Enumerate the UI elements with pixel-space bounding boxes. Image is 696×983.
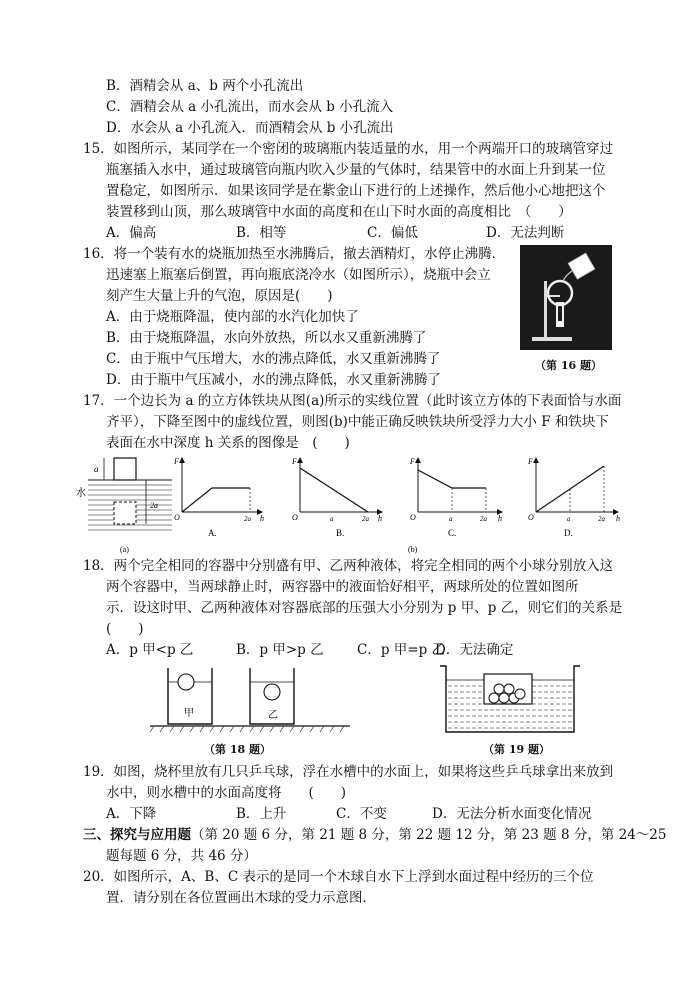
q17-water-label: 水 xyxy=(76,488,86,499)
q14-option-b: B．酒精会从 a、b 两个小孔流出 xyxy=(106,78,304,94)
q17-b-a: a xyxy=(330,515,334,523)
q17-b-caption: B. xyxy=(336,528,345,538)
q17-b-h: h xyxy=(378,514,382,523)
q17-label-2a: 2a xyxy=(150,501,158,510)
q18-line-2: 两个容器中，当两球静止时，两容器中的液面恰好相平，两球所处的位置如图所 xyxy=(106,579,579,595)
q16-option-d: D．由于瓶中气压减小，水的沸点降低，水又重新沸腾了 xyxy=(106,372,441,388)
q18-line-1: 18．两个完全相同的容器中分别盛有甲、乙两种液体，将完全相同的两个小球分别放入这 xyxy=(83,558,614,574)
section-3-title: 三、探究与应用题 xyxy=(83,827,191,843)
q17-a-caption: A. xyxy=(208,528,217,538)
q17-b-2a: 2a xyxy=(362,515,369,523)
q18-line-3: 示．设这时甲、乙两种液体对容器底部的压强大小分别为 p 甲、p 乙，则它们的关系是 xyxy=(106,600,623,616)
q17-graph-a xyxy=(173,457,264,538)
q17-line-2: 齐平），下降至图中的虚线位置，则图(b)中能正确反映铁块所受浮力大小 F 和铁块下 xyxy=(106,414,609,430)
q15-line-4: 装置移到山顶，那么玻璃管中水面的高度和在山下时水面的高度相比 （ ） xyxy=(106,204,572,220)
q18-figure xyxy=(150,664,350,736)
section-3-scoring: （第 20 题 6 分，第 21 题 8 分，第 22 题 12 分，第 23 题 8 分，第 24～25 xyxy=(191,827,667,843)
section-3-scoring-cont: 题每题 6 分，共 46 分） xyxy=(106,848,257,864)
q19-line-1: 19．如图，烧杯里放有几只乒乓球，浮在水槽中的水面上，如果将这些乒乓球拿出来放到 xyxy=(83,764,614,780)
q20-line-2: 置．请分别在各位置画出木球的受力示意图． xyxy=(106,890,376,906)
q18-caption: （第 18 题） xyxy=(204,743,271,756)
q18-label-yi: 乙 xyxy=(268,710,278,721)
q17-a-2a: 2a xyxy=(244,515,251,523)
q17-d-F: F xyxy=(528,457,533,466)
q15-line-2: 瓶塞插入水中，通过玻璃管向瓶内吹入少量的气体时，结果管中的水面上升到某一位 xyxy=(106,162,606,178)
q17-a-F: F xyxy=(174,457,179,466)
q17-c-a: a xyxy=(449,515,453,523)
q16-flask-figure xyxy=(520,245,612,350)
q19-option-b: B．上升 xyxy=(236,806,287,822)
q17-b-F: F xyxy=(292,457,297,466)
q18-label-jia: 甲 xyxy=(184,708,194,719)
q16-option-a: A．由于烧瓶降温，使内部的水汽化加快了 xyxy=(106,309,359,325)
q19-option-d: D．无法分析水面变化情况 xyxy=(432,806,592,822)
q16-line-1: 16．将一个装有水的烧瓶加热至水沸腾后，撤去酒精灯，水停止沸腾． xyxy=(83,246,506,262)
q14-option-c: C．酒精会从 a 小孔流出，而水会从 b 小孔流入 xyxy=(106,99,394,115)
q17-d-2a: 2a xyxy=(598,515,605,523)
q17-label-a: a xyxy=(94,464,99,474)
q17-b-O: O xyxy=(292,513,298,522)
q15-option-c: C．偏低 xyxy=(367,225,418,241)
q16-option-c: C．由于瓶中气压增大，水的沸点降低，水又重新沸腾了 xyxy=(106,351,441,367)
q18-option-c: C．p 甲=p 乙 xyxy=(357,642,446,658)
q16-caption: （第 16 题） xyxy=(535,359,602,372)
q17-d-a: a xyxy=(567,515,571,523)
q18-option-b: B．p 甲>p 乙 xyxy=(236,642,324,658)
q19-option-a: A．下降 xyxy=(106,806,157,822)
q19-option-c: C．不变 xyxy=(336,806,387,822)
q16-option-b: B．由于烧瓶降温，水向外放热，所以水又重新沸腾了 xyxy=(106,330,427,346)
q17-caption-b: (b) xyxy=(408,545,418,554)
q15-line-3: 置稳定，如图所示．如果该同学是在紫金山下进行的上述操作，然后他小心地把这个 xyxy=(106,183,606,199)
q17-graphs xyxy=(172,452,672,554)
q17-d-caption: D. xyxy=(564,528,573,538)
q18-option-a: A．p 甲<p 乙 xyxy=(106,642,194,658)
section-3-heading xyxy=(83,826,666,844)
q15-option-b: B．相等 xyxy=(236,225,287,241)
q20-line-1: 20．如图所示，A、B、C 表示的是同一个木球自水下上浮到水面过程中经历的三个位 xyxy=(83,869,594,885)
q17-line-3: 表面在水中深度 h 关系的图像是 ( ) xyxy=(106,435,350,451)
q17-a-h: h xyxy=(260,514,264,523)
q17-caption-a: (a) xyxy=(120,545,129,554)
q15-line-1: 15．如图所示，某同学在一个密闭的玻璃瓶内装适量的水，用一个两端开口的玻璃管穿过 xyxy=(83,141,614,157)
q17-graph-c xyxy=(409,457,502,538)
q17-d-h: h xyxy=(616,514,620,523)
q17-graph-b xyxy=(291,457,382,538)
q19-line-2: 水中，则水槽中的水面高度将 ( ) xyxy=(106,785,347,801)
q19-figure xyxy=(440,662,580,738)
q14-option-d: D．水会从 a 小孔流入．而酒精会从 b 小孔流出 xyxy=(106,120,394,136)
q17-figure-a xyxy=(76,452,172,554)
q19-caption: （第 19 题） xyxy=(483,743,550,756)
q17-graph-d xyxy=(527,457,620,538)
q17-c-F: F xyxy=(410,457,415,466)
q16-line-3: 刻产生大量上升的气泡，原因是( ) xyxy=(106,288,333,304)
q17-c-2a: 2a xyxy=(480,515,487,523)
q17-a-O: O xyxy=(174,513,180,522)
q17-line-1: 17．一个边长为 a 的立方体铁块从图(a)所示的实线位置（此时该立方体的下表面恰与水面 xyxy=(83,393,622,409)
q17-c-caption: C. xyxy=(448,528,457,538)
q18-line-4: ( ) xyxy=(106,621,144,637)
q17-c-O: O xyxy=(410,513,416,522)
q16-line-2: 迅速塞上瓶塞后倒置，再向瓶底浇冷水（如图所示），烧瓶中会立 xyxy=(106,267,491,283)
q15-option-a: A．偏高 xyxy=(106,225,157,241)
q18-option-d: D．无法确定 xyxy=(435,642,514,658)
q17-d-O: O xyxy=(528,513,534,522)
q17-c-h: h xyxy=(498,514,502,523)
q15-option-d: D．无法判断 xyxy=(486,225,565,241)
